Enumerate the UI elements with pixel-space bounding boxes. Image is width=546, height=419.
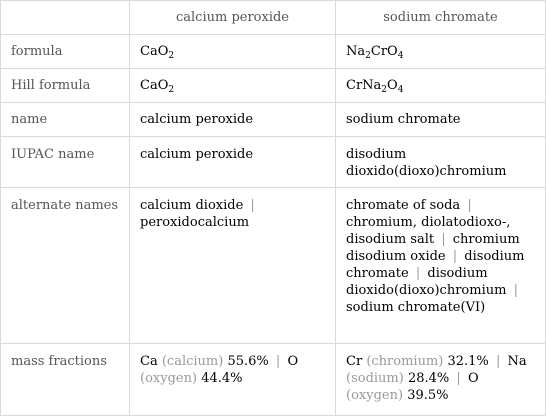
table-row	[1, 344, 546, 416]
mass-fractions-cell	[130, 344, 336, 416]
alternate-name: chromium, diolatodioxo-, disodium salt	[346, 215, 511, 247]
row-label: name	[1, 103, 130, 137]
table-row	[1, 103, 546, 137]
element-name: (sodium)	[346, 371, 404, 386]
formula-subscript: 2	[168, 51, 175, 61]
formula-text: CrO	[370, 44, 398, 59]
formula-subscript: 2	[365, 51, 371, 61]
formula-cell	[336, 35, 546, 69]
element-name: (calcium)	[161, 354, 224, 369]
formula-subscript: 4	[397, 85, 404, 95]
formula-text: CaO	[140, 78, 169, 93]
table-row	[1, 137, 546, 188]
value-cell: calcium peroxide	[130, 103, 336, 137]
element-symbol: O	[467, 371, 479, 386]
header-corner-cell	[1, 1, 130, 35]
value-cell: disodium dioxido(dioxo)chromium	[336, 137, 546, 188]
separator: |	[513, 283, 518, 298]
formula-subscript: 2	[168, 85, 175, 95]
alternate-names-cell	[130, 188, 336, 344]
table-row	[1, 35, 546, 69]
separator: |	[452, 249, 458, 264]
table-row	[1, 69, 546, 103]
separator: |	[456, 371, 461, 386]
mass-fraction-value: 28.4%	[407, 371, 450, 386]
alternate-name: chromium disodium oxide	[346, 232, 520, 264]
row-label: mass fractions	[1, 344, 130, 416]
formula-cell	[336, 69, 546, 103]
row-label: alternate names	[1, 188, 130, 344]
element-symbol: Cr	[346, 354, 363, 369]
row-label: formula	[1, 35, 130, 69]
separator: |	[415, 266, 421, 281]
element-symbol: O	[287, 354, 299, 369]
mass-fraction-value: 39.5%	[407, 388, 449, 403]
mass-fraction-value: 55.6%	[227, 354, 269, 369]
alternate-names-cell	[336, 188, 546, 344]
column-header: sodium chromate	[336, 1, 546, 35]
separator: |	[495, 354, 501, 369]
formula-subscript: 4	[397, 51, 404, 61]
row-label: Hill formula	[1, 69, 130, 103]
alternate-name: disodium dioxido(dioxo)chromium	[346, 266, 507, 298]
column-header: calcium peroxide	[130, 1, 336, 35]
mass-fractions-cell	[336, 344, 546, 416]
element-name: (oxygen)	[346, 388, 404, 403]
mass-fraction-value: 32.1%	[447, 354, 489, 369]
separator: |	[275, 354, 281, 369]
formula-text: CaO	[140, 44, 169, 59]
alternate-name: calcium dioxide	[140, 198, 244, 213]
formula-text: CrNa	[346, 78, 382, 93]
header-row	[1, 1, 546, 35]
alternate-name: chromate of soda	[346, 198, 461, 213]
alternate-name: sodium chromate(VI)	[346, 300, 486, 315]
element-name: (chromium)	[366, 354, 444, 369]
separator: |	[250, 198, 255, 213]
formula-text: Na	[346, 44, 366, 59]
element-name: (oxygen)	[140, 371, 198, 386]
formula-cell	[130, 69, 336, 103]
separator: |	[467, 198, 472, 213]
formula-text: O	[387, 78, 398, 93]
alternate-name: peroxidocalcium	[140, 215, 250, 230]
table-row	[1, 188, 546, 344]
element-symbol: Ca	[140, 354, 158, 369]
element-symbol: Na	[507, 354, 527, 369]
formula-cell	[130, 35, 336, 69]
mass-fraction-value: 44.4%	[201, 371, 243, 386]
formula-subscript: 2	[381, 85, 388, 95]
separator: |	[441, 232, 446, 247]
value-cell: sodium chromate	[336, 103, 546, 137]
value-cell: calcium peroxide	[130, 137, 336, 188]
row-label: IUPAC name	[1, 137, 130, 188]
alternate-name: disodium chromate	[346, 249, 525, 281]
